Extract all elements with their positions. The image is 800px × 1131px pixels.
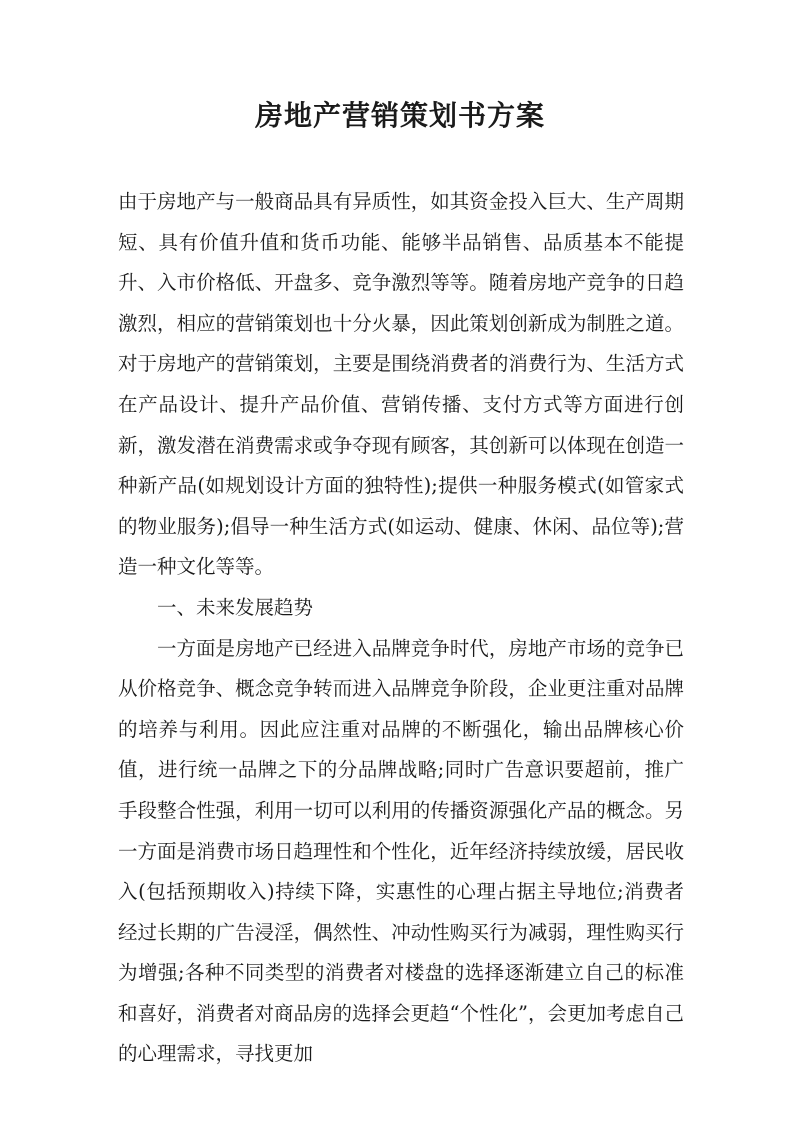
document-title: 房地产营销策划书方案 [254, 99, 545, 132]
document-body [118, 182, 684, 1075]
section-heading-future-trends: 一、未来发展趋势 [157, 595, 314, 619]
future-trends-paragraph: 一方面是房地产已经进入品牌竞争时代，房地产市场的竞争已从价格竞争、概念竞争转而进入品牌竞争阶段，企业更注重对品牌的培养与利用。因此应注重对品牌的不断强化，输出品牌核心价值，进行统一品牌之下的分品牌战略;同时广告意识要超前，推广手段整合性强，利用一切可以利用的传播资源强化产品的概念。另一方面是消费市场日趋理性和个性化，近年经济持续放缓，居民收入(包括预期收入)持续下降，实惠性的心理占据主导地位;消费者经过长期的广告浸淫，偶然性、冲动性购买行为减弱，理性购买行为增强;各种不同类型的消费者对楼盘的选择逐渐建立自己的标准和喜好，消费者对商品房的选择会更趋“个性化”，会更加考虑自己的心理需求，寻找更加 [118, 636, 684, 1066]
intro-paragraph: 由于房地产与一般商品具有异质性，如其资金投入巨大、生产周期短、具有价值升值和货币功能、能够半品销售、品质基本不能提升、入市价格低、开盘多、竞争激烈等等。随着房地产竞争的日趋激烈，相应的营销策划也十分火暴，因此策划创新成为制胜之道。对于房地产的营销策划，主要是围绕消费者的消费行为、生活方式在产品设计、提升产品价值、营销传播、支付方式等方面进行创新，激发潜在消费需求或争夺现有顾客，其创新可以体现在创造一种新产品(如规划设计方面的独特性);提供一种服务模式(如管家式的物业服务);倡导一种生活方式(如运动、健康、休闲、品位等);营造一种文化等等。 [118, 190, 684, 579]
